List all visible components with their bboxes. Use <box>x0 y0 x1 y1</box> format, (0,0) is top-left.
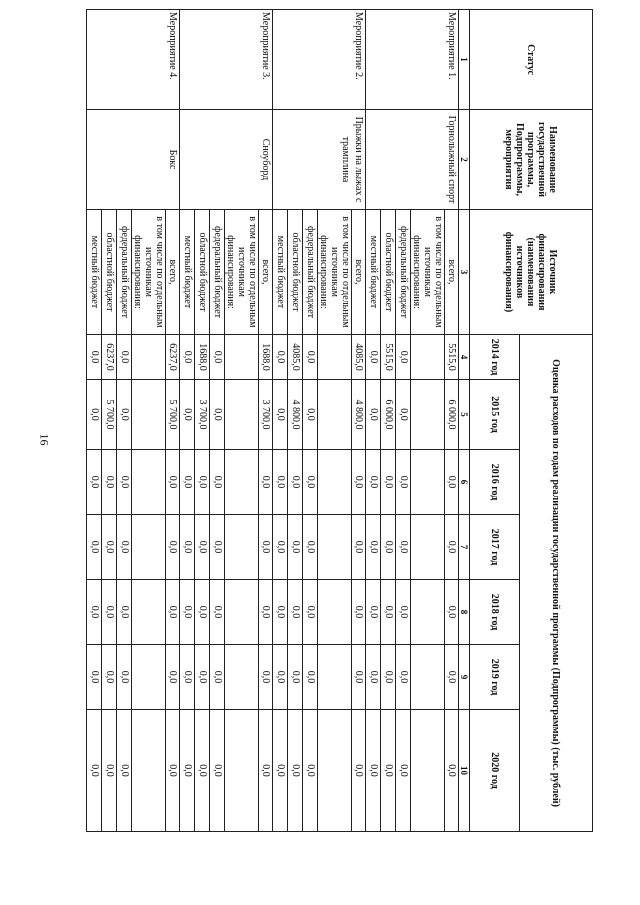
amount-cell <box>411 710 445 832</box>
funding-source: всего, <box>445 210 459 335</box>
amount-cell: 0,0 <box>259 515 273 580</box>
amount-cell <box>132 380 166 450</box>
amount-cell: 0,0 <box>166 710 180 832</box>
column-number: 9 <box>459 645 470 710</box>
amount-cell: 0,0 <box>396 580 411 645</box>
amount-cell: 0,0 <box>303 710 318 832</box>
amount-cell: 0,0 <box>210 645 225 710</box>
amount-cell <box>411 380 445 450</box>
amount-cell: 0,0 <box>210 515 225 580</box>
amount-cell <box>411 450 445 515</box>
amount-cell: 0,0 <box>396 450 411 515</box>
amount-cell: 0,0 <box>445 580 459 645</box>
table-row <box>445 10 459 832</box>
amount-cell: 0,0 <box>273 515 288 580</box>
funding-source: федеральный бюджет <box>303 210 318 335</box>
funding-source: всего, <box>352 210 366 335</box>
amount-cell: 0,0 <box>210 580 225 645</box>
amount-cell: 0,0 <box>180 645 195 710</box>
amount-cell: 0,0 <box>288 580 303 645</box>
amount-cell: 5515,0 <box>381 335 396 380</box>
header-year-3: 2016 год <box>470 450 520 515</box>
amount-cell: 0,0 <box>303 450 318 515</box>
funding-source: федеральный бюджет <box>396 210 411 335</box>
amount-cell: 0,0 <box>87 335 102 380</box>
column-number: 6 <box>459 450 470 515</box>
amount-cell: 0,0 <box>288 710 303 832</box>
amount-cell: 0,0 <box>366 450 381 515</box>
amount-cell: 6 000,0 <box>381 380 396 450</box>
amount-cell: 0,0 <box>102 515 117 580</box>
amount-cell: 6 000,0 <box>445 380 459 450</box>
amount-cell: 0,0 <box>180 515 195 580</box>
funding-source: в том числе по отдельным источникам финансирования: <box>132 210 166 335</box>
funding-source: в том числе по отдельным источникам финансирования: <box>318 210 352 335</box>
amount-cell: 0,0 <box>117 335 132 380</box>
amount-cell: 0,0 <box>396 710 411 832</box>
amount-cell: 4 800,0 <box>288 380 303 450</box>
amount-cell: 0,0 <box>366 580 381 645</box>
event-name: Сноуборд <box>180 110 273 210</box>
column-number: 3 <box>459 210 470 335</box>
amount-cell: 0,0 <box>303 380 318 450</box>
amount-cell: 0,0 <box>210 335 225 380</box>
header-year-7: 2020 год <box>470 710 520 832</box>
funding-source: областной бюджет <box>381 210 396 335</box>
amount-cell: 0,0 <box>381 645 396 710</box>
amount-cell <box>132 710 166 832</box>
event-name: Прыжки на лыжах с трамплина <box>273 110 366 210</box>
funding-source: местный бюджет <box>87 210 102 335</box>
amount-cell <box>318 645 352 710</box>
amount-cell: 0,0 <box>87 450 102 515</box>
amount-cell: 0,0 <box>102 710 117 832</box>
amount-cell: 0,0 <box>166 580 180 645</box>
amount-cell <box>132 645 166 710</box>
amount-cell <box>225 580 259 645</box>
amount-cell: 0,0 <box>102 450 117 515</box>
header-status: Статус <box>470 10 593 110</box>
rotated-table-frame <box>89 9 593 831</box>
amount-cell: 0,0 <box>273 710 288 832</box>
column-number: 10 <box>459 710 470 832</box>
amount-cell: 0,0 <box>180 335 195 380</box>
amount-cell <box>225 380 259 450</box>
amount-cell: 0,0 <box>303 335 318 380</box>
amount-cell: 0,0 <box>396 515 411 580</box>
table-row <box>166 10 180 832</box>
amount-cell <box>411 515 445 580</box>
amount-cell: 0,0 <box>366 335 381 380</box>
amount-cell <box>411 335 445 380</box>
amount-cell: 0,0 <box>117 380 132 450</box>
amount-cell: 0,0 <box>273 450 288 515</box>
amount-cell: 0,0 <box>352 710 366 832</box>
column-number: 4 <box>459 335 470 380</box>
amount-cell: 0,0 <box>381 450 396 515</box>
amount-cell <box>318 450 352 515</box>
event-name: Бокс <box>87 110 180 210</box>
funding-source: всего, <box>259 210 273 335</box>
amount-cell: 0,0 <box>259 580 273 645</box>
amount-cell: 0,0 <box>381 710 396 832</box>
amount-cell: 1688,0 <box>259 335 273 380</box>
header-row-1 <box>520 10 593 832</box>
amount-cell <box>225 645 259 710</box>
amount-cell: 0,0 <box>180 580 195 645</box>
amount-cell <box>225 450 259 515</box>
amount-cell <box>411 645 445 710</box>
funding-source: в том числе по отдельным источникам финансирования: <box>225 210 259 335</box>
amount-cell: 0,0 <box>396 335 411 380</box>
funding-source: местный бюджет <box>366 210 381 335</box>
amount-cell: 0,0 <box>288 645 303 710</box>
amount-cell: 0,0 <box>87 710 102 832</box>
amount-cell: 0,0 <box>180 450 195 515</box>
amount-cell: 0,0 <box>166 645 180 710</box>
amount-cell: 4085,0 <box>288 335 303 380</box>
column-number: 2 <box>459 110 470 210</box>
amount-cell: 0,0 <box>180 710 195 832</box>
amount-cell: 0,0 <box>259 450 273 515</box>
amount-cell: 5 700,0 <box>102 380 117 450</box>
amount-cell: 0,0 <box>352 515 366 580</box>
event-name: Горнолыжный спорт <box>366 110 459 210</box>
amount-cell: 0,0 <box>288 515 303 580</box>
column-number-row <box>459 10 470 832</box>
amount-cell: 0,0 <box>195 580 210 645</box>
amount-cell: 0,0 <box>366 645 381 710</box>
funding-source: федеральный бюджет <box>117 210 132 335</box>
amount-cell: 6237,0 <box>166 335 180 380</box>
amount-cell: 0,0 <box>102 645 117 710</box>
table-container <box>89 9 593 831</box>
amount-cell: 0,0 <box>366 515 381 580</box>
funding-source: всего, <box>166 210 180 335</box>
table-row <box>259 10 273 832</box>
amount-cell: 0,0 <box>195 515 210 580</box>
amount-cell <box>318 515 352 580</box>
event-status: Мероприятие 3. <box>180 10 273 110</box>
amount-cell <box>411 580 445 645</box>
amount-cell <box>318 710 352 832</box>
amount-cell: 0,0 <box>273 580 288 645</box>
amount-cell: 0,0 <box>117 710 132 832</box>
amount-cell: 3 700,0 <box>195 380 210 450</box>
funding-source: областной бюджет <box>102 210 117 335</box>
amount-cell: 0,0 <box>87 515 102 580</box>
funding-source: в том числе по отдельным источникам финансирования: <box>411 210 445 335</box>
amount-cell <box>132 335 166 380</box>
amount-cell: 0,0 <box>273 645 288 710</box>
header-estimate: Оценка расходов по годам реализации государственной программы (Подпрограммы) (тыс. рублей) <box>520 335 593 832</box>
amount-cell: 0,0 <box>396 645 411 710</box>
amount-cell <box>225 335 259 380</box>
header-name: Наименование государственной программы, Подпрограммы, мероприятия <box>470 110 593 210</box>
amount-cell: 0,0 <box>87 645 102 710</box>
amount-cell: 0,0 <box>210 450 225 515</box>
amount-cell: 0,0 <box>210 380 225 450</box>
amount-cell: 0,0 <box>273 335 288 380</box>
event-status: Мероприятие 1. <box>366 10 459 110</box>
amount-cell: 3 700,0 <box>259 380 273 450</box>
amount-cell <box>132 450 166 515</box>
amount-cell: 0,0 <box>117 580 132 645</box>
header-year-2: 2015 год <box>470 380 520 450</box>
amount-cell: 0,0 <box>366 380 381 450</box>
amount-cell: 0,0 <box>102 580 117 645</box>
header-year-1: 2014 год <box>470 335 520 380</box>
event-status: Мероприятие 2. <box>273 10 366 110</box>
amount-cell: 0,0 <box>117 515 132 580</box>
amount-cell: 0,0 <box>259 710 273 832</box>
event-status: Мероприятие 4. <box>87 10 180 110</box>
amount-cell: 0,0 <box>117 645 132 710</box>
amount-cell <box>318 580 352 645</box>
amount-cell: 0,0 <box>195 710 210 832</box>
table-body <box>87 10 459 832</box>
amount-cell <box>225 515 259 580</box>
amount-cell: 5515,0 <box>445 335 459 380</box>
funding-source: местный бюджет <box>180 210 195 335</box>
amount-cell: 0,0 <box>445 710 459 832</box>
amount-cell: 0,0 <box>352 645 366 710</box>
amount-cell: 0,0 <box>180 380 195 450</box>
amount-cell: 0,0 <box>396 380 411 450</box>
amount-cell <box>225 710 259 832</box>
column-number: 5 <box>459 380 470 450</box>
funding-source: областной бюджет <box>288 210 303 335</box>
header-year-5: 2018 год <box>470 580 520 645</box>
amount-cell: 0,0 <box>87 380 102 450</box>
column-number: 1 <box>459 10 470 110</box>
amount-cell: 0,0 <box>303 580 318 645</box>
amount-cell: 0,0 <box>381 515 396 580</box>
amount-cell: 0,0 <box>303 645 318 710</box>
amount-cell: 0,0 <box>445 515 459 580</box>
page-number: 16 <box>37 433 52 446</box>
column-number: 8 <box>459 580 470 645</box>
amount-cell: 0,0 <box>445 450 459 515</box>
amount-cell: 0,0 <box>288 450 303 515</box>
funding-source: федеральный бюджет <box>210 210 225 335</box>
amount-cell: 0,0 <box>166 515 180 580</box>
amount-cell <box>132 580 166 645</box>
amount-cell: 4 800,0 <box>352 380 366 450</box>
amount-cell: 0,0 <box>445 645 459 710</box>
amount-cell: 5 700,0 <box>166 380 180 450</box>
amount-cell: 0,0 <box>303 515 318 580</box>
amount-cell: 0,0 <box>195 645 210 710</box>
amount-cell: 0,0 <box>273 380 288 450</box>
header-source: Источник финансирования (наименования источников финансирования) <box>470 210 593 335</box>
amount-cell: 0,0 <box>166 450 180 515</box>
amount-cell: 0,0 <box>87 580 102 645</box>
amount-cell <box>318 335 352 380</box>
expenses-table <box>86 9 593 832</box>
amount-cell: 1688,0 <box>195 335 210 380</box>
header-year-6: 2019 год <box>470 645 520 710</box>
amount-cell: 4085,0 <box>352 335 366 380</box>
amount-cell: 0,0 <box>195 450 210 515</box>
amount-cell <box>318 380 352 450</box>
amount-cell <box>132 515 166 580</box>
amount-cell: 6237,0 <box>102 335 117 380</box>
amount-cell: 0,0 <box>366 710 381 832</box>
amount-cell: 0,0 <box>352 580 366 645</box>
header-year-4: 2017 год <box>470 515 520 580</box>
amount-cell: 0,0 <box>352 450 366 515</box>
funding-source: областной бюджет <box>195 210 210 335</box>
amount-cell: 0,0 <box>210 710 225 832</box>
table-row <box>352 10 366 832</box>
amount-cell: 0,0 <box>259 645 273 710</box>
column-number: 7 <box>459 515 470 580</box>
amount-cell: 0,0 <box>117 450 132 515</box>
amount-cell: 0,0 <box>381 580 396 645</box>
funding-source: местный бюджет <box>273 210 288 335</box>
